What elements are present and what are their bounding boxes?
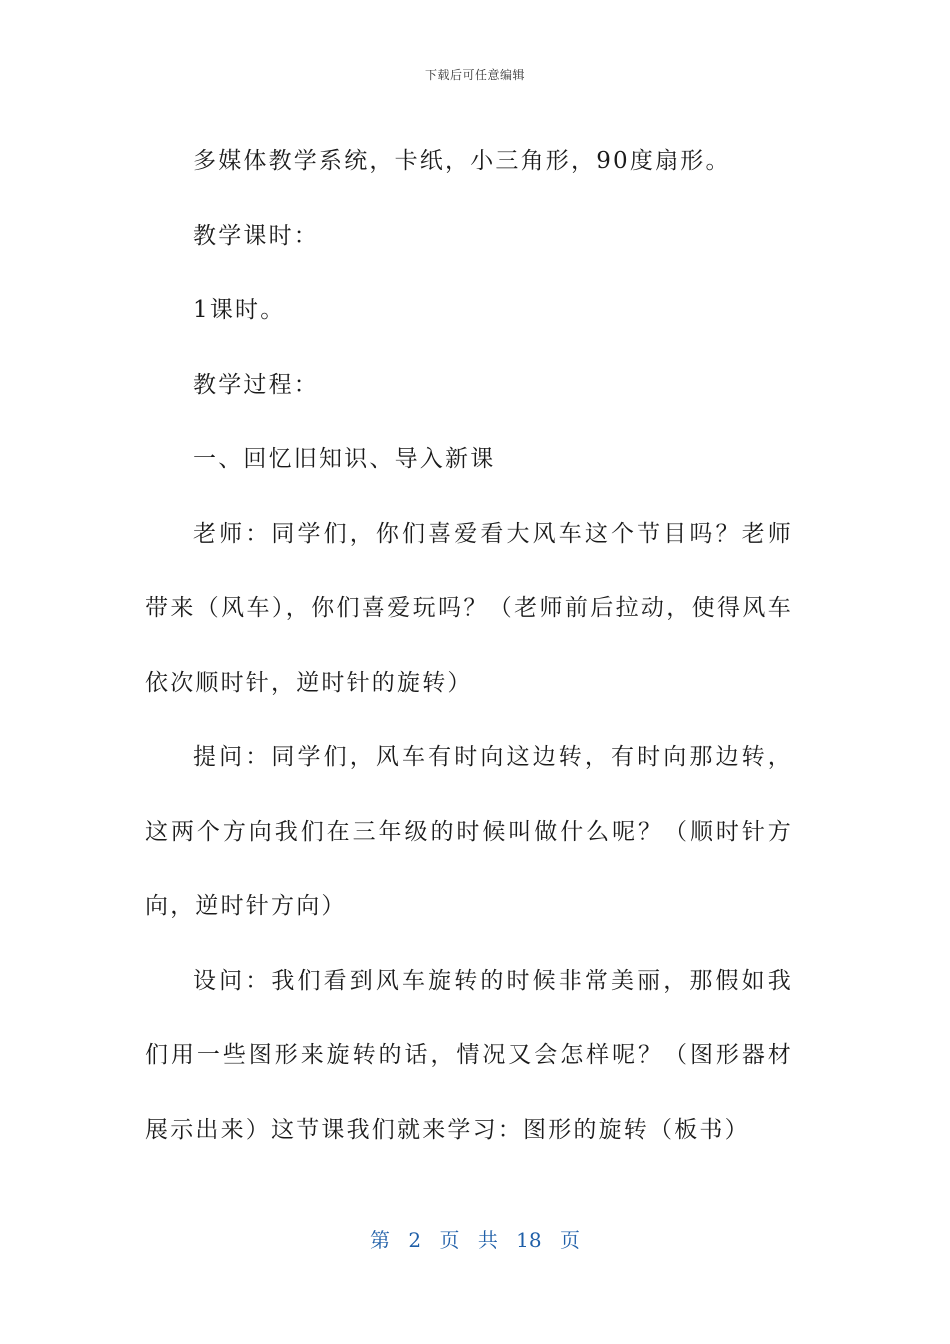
paragraph-question: 提问：同学们，风车有时向这边转，有时向那边转，这两个方向我们在三年级的时候叫做什么呢？（顺时针方向，逆时针方向）	[145, 744, 793, 919]
total-word: 页	[559, 1228, 580, 1252]
page-word: 页	[439, 1228, 460, 1252]
paragraph-process-heading: 教学过程：	[193, 371, 319, 398]
total-label: 共	[477, 1228, 498, 1252]
paragraph-lesson-hours-heading: 教学课时：	[193, 222, 319, 249]
header-note: 下载后可任意编辑	[424, 68, 525, 82]
page-current: 2	[408, 1228, 422, 1252]
paragraph-materials: 多媒体教学系统，卡纸，小三角形，90度扇形。	[193, 148, 731, 174]
page-total: 18	[516, 1228, 542, 1252]
paragraph-hypothesis: 设问：我们看到风车旋转的时候非常美丽，那假如我们用一些图形来旋转的话，情况又会怎样呢？（图形器材展示出来）这节课我们就来学习：图形的旋转（板书）	[145, 967, 793, 1143]
document-body	[145, 124, 793, 1167]
page-label: 第	[370, 1228, 390, 1252]
paragraph-section-one: 一、回忆旧知识、导入新课	[193, 446, 496, 472]
paragraph-teacher-intro: 老师：同学们，你们喜爱看大风车这个节目吗？老师带来（风车），你们喜爱玩吗？（老师前后拉动，使得风车依次顺时针，逆时针的旋转）	[145, 520, 793, 696]
page-number-footer	[0, 1224, 950, 1253]
paragraph-lesson-hours: 1课时。	[193, 297, 286, 323]
